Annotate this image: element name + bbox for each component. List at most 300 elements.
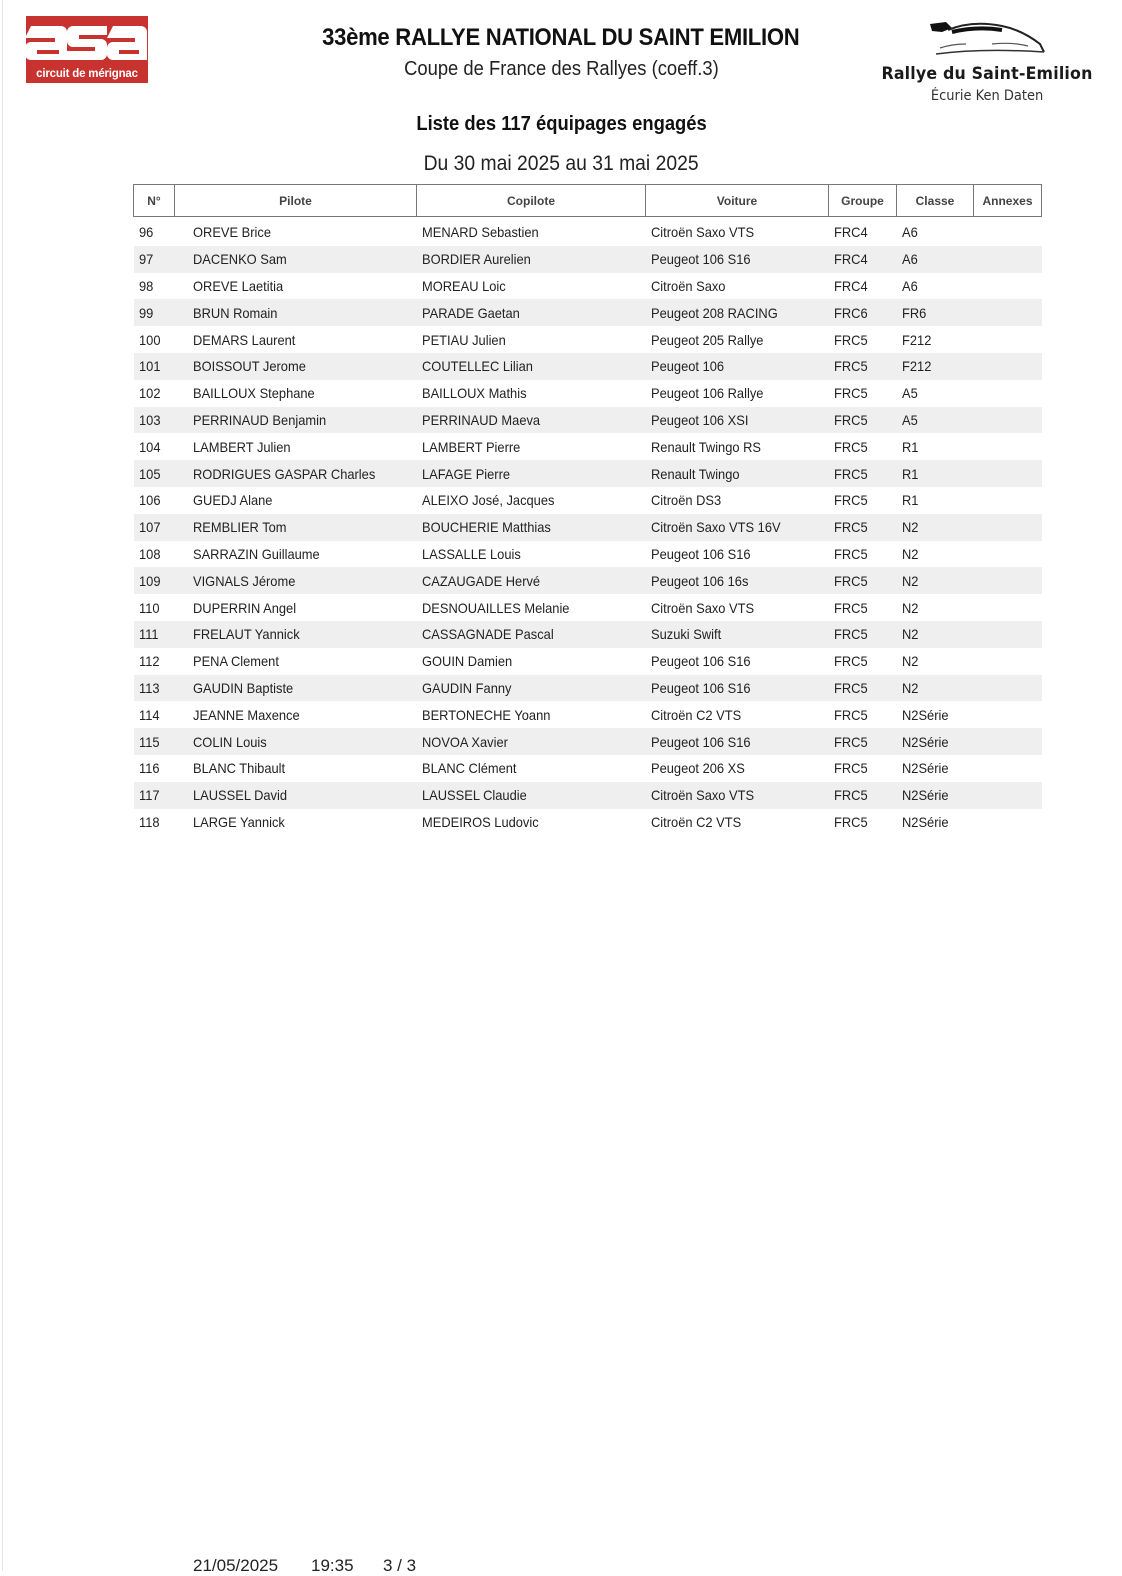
cell-pilote-text: LARGE Yannick (192, 813, 285, 830)
cell-copilote (417, 380, 646, 407)
cell-pilote (175, 621, 417, 648)
cell-pilote (175, 299, 417, 326)
cell-voiture (646, 380, 829, 407)
cell-classe (897, 433, 974, 460)
cell-copilote (417, 299, 646, 326)
cell-groupe (829, 487, 897, 514)
cell-voiture (646, 648, 829, 675)
date-range: Du 30 mai 2025 au 31 mai 2025 (423, 152, 699, 175)
cell-copilote (417, 567, 646, 594)
cell-classe-text: A6 (901, 251, 918, 268)
cell-copilote-text: BLANC Clément (421, 760, 516, 777)
cell-voiture (646, 621, 829, 648)
cell-copilote-text: ALEIXO José, Jacques (421, 492, 554, 509)
cell-pilote (175, 567, 417, 594)
cell-classe (897, 621, 974, 648)
cell-copilote (417, 407, 646, 434)
cell-groupe-text: FRC5 (833, 733, 868, 750)
cell-groupe (829, 675, 897, 702)
cell-copilote (417, 246, 646, 273)
cell-voiture (646, 701, 829, 728)
cell-pilote-text: BLANC Thibault (192, 760, 285, 777)
cell-voiture (646, 728, 829, 755)
cell-classe-text: A6 (901, 224, 918, 241)
cell-classe (897, 217, 974, 246)
table-row (134, 326, 1042, 353)
cell-num (134, 782, 175, 809)
cell-num-text: 96 (138, 224, 153, 241)
cell-voiture (646, 326, 829, 353)
cell-num (134, 407, 175, 434)
cell-groupe (829, 541, 897, 568)
cell-voiture-text: Peugeot 206 XS (650, 760, 745, 777)
asa-logo-subtitle: circuit de mérignac (36, 68, 138, 80)
cell-classe (897, 407, 974, 434)
cell-classe-text: N2 (901, 626, 918, 643)
cell-annexes (974, 217, 1042, 246)
cell-annexes (974, 380, 1042, 407)
cell-pilote (175, 809, 417, 836)
cell-copilote-text: MENARD Sebastien (421, 224, 539, 241)
list-title: Liste des 117 équipages engagés (416, 113, 707, 135)
cell-num-text: 101 (138, 358, 160, 375)
cell-voiture (646, 273, 829, 300)
cell-pilote (175, 782, 417, 809)
cell-groupe-text: FRC4 (833, 224, 868, 241)
cell-groupe-text: FRC5 (833, 626, 868, 643)
cell-groupe (829, 594, 897, 621)
cell-pilote (175, 701, 417, 728)
cell-num (134, 380, 175, 407)
cell-annexes (974, 809, 1042, 836)
cell-num (134, 728, 175, 755)
cell-voiture-text: Citroën Saxo VTS 16V (650, 519, 781, 536)
cell-pilote (175, 380, 417, 407)
cell-copilote-text: LAFAGE Pierre (421, 465, 510, 482)
cell-pilote-text: LAUSSEL David (192, 787, 287, 804)
cell-voiture (646, 353, 829, 380)
cell-copilote (417, 514, 646, 541)
table-row (134, 246, 1042, 273)
table-row (134, 273, 1042, 300)
cell-annexes (974, 567, 1042, 594)
cell-annexes (974, 246, 1042, 273)
cell-pilote-text: RODRIGUES GASPAR Charles (192, 465, 375, 482)
cell-num-text: 114 (138, 706, 160, 723)
cell-num-text: 115 (138, 733, 160, 750)
cell-groupe-text: FRC5 (833, 411, 868, 428)
cell-pilote-text: BAILLOUX Stephane (192, 385, 315, 402)
cell-annexes (974, 728, 1042, 755)
cell-classe-text: N2 (901, 679, 918, 696)
table-row (134, 217, 1042, 246)
cell-num (134, 353, 175, 380)
cell-annexes (974, 541, 1042, 568)
cell-groupe-text: FRC5 (833, 599, 868, 616)
cell-groupe (829, 273, 897, 300)
cell-num (134, 299, 175, 326)
cell-num (134, 487, 175, 514)
cell-num-text: 104 (138, 438, 160, 455)
cell-num-text: 107 (138, 519, 160, 536)
cell-voiture (646, 514, 829, 541)
cell-classe (897, 246, 974, 273)
cell-copilote-text: LAUSSEL Claudie (421, 787, 527, 804)
cell-voiture (646, 246, 829, 273)
cell-pilote-text: LAMBERT Julien (192, 438, 291, 455)
cell-classe (897, 353, 974, 380)
cell-annexes (974, 487, 1042, 514)
column-header-annexes: Annexes (974, 185, 1042, 217)
cell-voiture (646, 460, 829, 487)
cell-groupe (829, 217, 897, 246)
cell-groupe (829, 755, 897, 782)
rallye-logo-name: Rallye du Saint-Emilion (881, 64, 1093, 84)
cell-voiture-text: Peugeot 106 S16 (650, 733, 751, 750)
cell-pilote (175, 594, 417, 621)
cell-pilote-text: JEANNE Maxence (192, 706, 300, 723)
table-row (134, 675, 1042, 702)
cell-pilote (175, 487, 417, 514)
cell-pilote (175, 648, 417, 675)
cell-voiture-text: Citroën Saxo (650, 277, 725, 294)
cell-groupe-text: FRC5 (833, 385, 868, 402)
cell-classe (897, 594, 974, 621)
cell-groupe (829, 648, 897, 675)
cell-groupe (829, 407, 897, 434)
cell-pilote (175, 675, 417, 702)
cell-voiture-text: Peugeot 106 XSI (650, 411, 748, 428)
cell-copilote-text: GAUDIN Fanny (421, 679, 511, 696)
cell-num-text: 116 (138, 760, 160, 777)
cell-num-text: 97 (138, 251, 153, 268)
cell-pilote-text: OREVE Laetitia (192, 277, 283, 294)
cell-num (134, 701, 175, 728)
cell-pilote (175, 326, 417, 353)
cell-num-text: 105 (138, 465, 160, 482)
car-silhouette-icon (922, 18, 1052, 62)
cell-pilote-text: REMBLIER Tom (192, 519, 287, 536)
cell-num (134, 648, 175, 675)
cell-num (134, 326, 175, 353)
cell-groupe (829, 380, 897, 407)
cell-pilote-text: GAUDIN Baptiste (192, 679, 293, 696)
cell-pilote-text: DUPERRIN Angel (192, 599, 296, 616)
cell-voiture-text: Peugeot 106 S16 (650, 679, 751, 696)
table-row (134, 809, 1042, 836)
cell-annexes (974, 299, 1042, 326)
cell-num-text: 103 (138, 411, 160, 428)
cell-num-text: 111 (138, 626, 159, 643)
cell-classe (897, 648, 974, 675)
cell-voiture (646, 487, 829, 514)
cell-groupe-text: FRC5 (833, 572, 868, 589)
entries-table (133, 184, 1042, 835)
cell-classe (897, 273, 974, 300)
cell-classe-text: F212 (901, 358, 931, 375)
cell-pilote (175, 541, 417, 568)
cell-copilote-text: COUTELLEC Lilian (421, 358, 533, 375)
cell-classe (897, 728, 974, 755)
cell-annexes (974, 514, 1042, 541)
cell-annexes (974, 433, 1042, 460)
cell-copilote (417, 217, 646, 246)
cell-classe-text: F212 (901, 331, 931, 348)
cell-voiture-text: Peugeot 106 (650, 358, 724, 375)
cell-voiture-text: Peugeot 208 RACING (650, 304, 778, 321)
cell-groupe-text: FRC5 (833, 679, 868, 696)
cell-groupe-text: FRC4 (833, 251, 868, 268)
cell-classe (897, 809, 974, 836)
table-row (134, 621, 1042, 648)
cell-annexes (974, 701, 1042, 728)
cell-groupe (829, 621, 897, 648)
column-header-groupe: Groupe (829, 185, 897, 217)
cell-num-text: 110 (138, 599, 160, 616)
page-footer (193, 1556, 416, 1576)
cell-annexes (974, 755, 1042, 782)
cell-pilote-text: PERRINAUD Benjamin (192, 411, 326, 428)
cell-copilote (417, 460, 646, 487)
cell-groupe-text: FRC5 (833, 545, 868, 562)
cell-pilote-text: DACENKO Sam (192, 251, 287, 268)
cell-classe-text: A5 (901, 411, 918, 428)
cell-copilote (417, 701, 646, 728)
cell-voiture (646, 809, 829, 836)
cell-copilote-text: MOREAU Loic (421, 277, 506, 294)
cell-copilote (417, 728, 646, 755)
cell-classe-text: N2Série (901, 733, 949, 750)
cell-num (134, 514, 175, 541)
cell-num (134, 809, 175, 836)
cell-annexes (974, 594, 1042, 621)
cell-num-text: 109 (138, 572, 160, 589)
column-header-copilote: Copilote (417, 185, 646, 217)
cell-copilote-text: LASSALLE Louis (421, 545, 521, 562)
footer-time: 19:35 (311, 1556, 354, 1575)
table-row (134, 567, 1042, 594)
cell-pilote-text: PENA Clement (192, 653, 279, 670)
table-row (134, 594, 1042, 621)
table-row (134, 755, 1042, 782)
page-subtitle: Coupe de France des Rallyes (coeff.3) (404, 58, 719, 80)
cell-num (134, 246, 175, 273)
cell-voiture (646, 782, 829, 809)
table-row (134, 728, 1042, 755)
cell-voiture-text: Peugeot 106 16s (650, 572, 748, 589)
cell-pilote-text: BRUN Romain (192, 304, 277, 321)
cell-copilote-text: LAMBERT Pierre (421, 438, 520, 455)
cell-groupe-text: FRC5 (833, 358, 868, 375)
cell-annexes (974, 326, 1042, 353)
cell-annexes (974, 675, 1042, 702)
cell-pilote (175, 728, 417, 755)
cell-voiture (646, 594, 829, 621)
table-row (134, 380, 1042, 407)
cell-groupe (829, 326, 897, 353)
cell-classe (897, 299, 974, 326)
table-header-row (134, 185, 1042, 217)
cell-copilote-text: NOVOA Xavier (421, 733, 508, 750)
cell-classe-text: FR6 (901, 304, 926, 321)
cell-classe (897, 487, 974, 514)
cell-num (134, 755, 175, 782)
cell-groupe (829, 567, 897, 594)
cell-copilote (417, 487, 646, 514)
cell-num-text: 98 (138, 277, 153, 294)
cell-voiture (646, 755, 829, 782)
cell-pilote-text: FRELAUT Yannick (192, 626, 300, 643)
cell-num (134, 675, 175, 702)
cell-classe-text: N2Série (901, 706, 949, 723)
cell-classe (897, 380, 974, 407)
cell-num-text: 106 (138, 492, 160, 509)
cell-copilote-text: CASSAGNADE Pascal (421, 626, 554, 643)
cell-copilote (417, 353, 646, 380)
cell-copilote (417, 433, 646, 460)
cell-classe (897, 514, 974, 541)
cell-voiture (646, 217, 829, 246)
table-row (134, 701, 1042, 728)
cell-voiture (646, 299, 829, 326)
cell-voiture-text: Citroën Saxo VTS (650, 787, 754, 804)
cell-groupe (829, 728, 897, 755)
cell-classe-text: N2 (901, 653, 918, 670)
cell-classe (897, 567, 974, 594)
cell-voiture-text: Citroën Saxo VTS (650, 224, 754, 241)
table-row (134, 487, 1042, 514)
cell-copilote (417, 648, 646, 675)
cell-pilote (175, 433, 417, 460)
cell-classe-text: N2Série (901, 787, 949, 804)
cell-voiture-text: Peugeot 106 Rallye (650, 385, 763, 402)
cell-pilote (175, 273, 417, 300)
cell-num-text: 118 (138, 813, 160, 830)
cell-num-text: 100 (138, 331, 160, 348)
table-row (134, 407, 1042, 434)
cell-voiture-text: Renault Twingo RS (650, 438, 761, 455)
cell-copilote-text: GOUIN Damien (421, 653, 512, 670)
cell-annexes (974, 460, 1042, 487)
cell-voiture (646, 407, 829, 434)
cell-groupe-text: FRC5 (833, 465, 868, 482)
table-row (134, 299, 1042, 326)
cell-voiture-text: Renault Twingo (650, 465, 740, 482)
table-row (134, 460, 1042, 487)
cell-voiture-text: Citroën C2 VTS (650, 706, 741, 723)
cell-groupe (829, 782, 897, 809)
cell-classe-text: R1 (901, 438, 918, 455)
cell-classe-text: A5 (901, 385, 918, 402)
cell-pilote (175, 407, 417, 434)
cell-groupe-text: FRC6 (833, 304, 868, 321)
rallye-logo-team: Écurie Ken Daten (930, 88, 1044, 104)
cell-voiture-text: Citroën C2 VTS (650, 813, 741, 830)
footer-page-number: 3 / 3 (383, 1556, 417, 1575)
cell-groupe-text: FRC5 (833, 492, 868, 509)
cell-voiture (646, 567, 829, 594)
cell-voiture-text: Peugeot 106 S16 (650, 653, 751, 670)
cell-num (134, 594, 175, 621)
cell-copilote (417, 782, 646, 809)
cell-annexes (974, 273, 1042, 300)
cell-classe (897, 701, 974, 728)
cell-groupe (829, 460, 897, 487)
cell-voiture (646, 541, 829, 568)
cell-annexes (974, 621, 1042, 648)
cell-groupe-text: FRC5 (833, 787, 868, 804)
cell-classe (897, 675, 974, 702)
footer-date: 21/05/2025 (193, 1556, 279, 1575)
cell-copilote (417, 541, 646, 568)
cell-annexes (974, 782, 1042, 809)
cell-num-text: 117 (138, 787, 160, 804)
cell-copilote (417, 621, 646, 648)
cell-num (134, 621, 175, 648)
cell-classe (897, 326, 974, 353)
cell-annexes (974, 648, 1042, 675)
cell-copilote (417, 273, 646, 300)
cell-classe-text: N2Série (901, 760, 949, 777)
table-row (134, 782, 1042, 809)
cell-pilote-text: VIGNALS Jérome (192, 572, 295, 589)
cell-copilote (417, 594, 646, 621)
cell-groupe-text: FRC5 (833, 760, 868, 777)
cell-pilote-text: BOISSOUT Jerome (192, 358, 306, 375)
rallye-logo (872, 18, 1102, 108)
cell-classe-text: N2 (901, 545, 918, 562)
cell-classe-text: A6 (901, 277, 918, 294)
cell-copilote-text: PETIAU Julien (421, 331, 506, 348)
cell-classe-text: R1 (901, 465, 918, 482)
cell-pilote-text: DEMARS Laurent (192, 331, 295, 348)
cell-voiture-text: Citroën DS3 (650, 492, 721, 509)
cell-classe (897, 541, 974, 568)
cell-pilote-text: COLIN Louis (192, 733, 267, 750)
cell-pilote (175, 460, 417, 487)
table-row (134, 541, 1042, 568)
cell-pilote (175, 246, 417, 273)
column-header-pilote: Pilote (175, 185, 417, 217)
cell-copilote-text: CAZAUGADE Hervé (421, 572, 540, 589)
cell-copilote-text: DESNOUAILLES Melanie (421, 599, 569, 616)
cell-voiture-text: Peugeot 205 Rallye (650, 331, 763, 348)
cell-classe-text: R1 (901, 492, 918, 509)
column-header-classe: Classe (897, 185, 974, 217)
table-row (134, 433, 1042, 460)
cell-groupe (829, 514, 897, 541)
table-row (134, 353, 1042, 380)
cell-groupe-text: FRC5 (833, 438, 868, 455)
cell-classe (897, 782, 974, 809)
cell-classe (897, 755, 974, 782)
cell-copilote-text: MEDEIROS Ludovic (421, 813, 539, 830)
cell-num (134, 433, 175, 460)
cell-pilote (175, 217, 417, 246)
page-edge (2, 0, 3, 1571)
cell-pilote (175, 353, 417, 380)
cell-num (134, 460, 175, 487)
cell-voiture-text: Peugeot 106 S16 (650, 251, 751, 268)
cell-num-text: 102 (138, 385, 160, 402)
cell-num-text: 112 (138, 653, 160, 670)
table-row (134, 514, 1042, 541)
cell-annexes (974, 407, 1042, 434)
cell-groupe-text: FRC5 (833, 813, 868, 830)
cell-copilote (417, 809, 646, 836)
cell-num (134, 541, 175, 568)
cell-classe-text: N2 (901, 519, 918, 536)
